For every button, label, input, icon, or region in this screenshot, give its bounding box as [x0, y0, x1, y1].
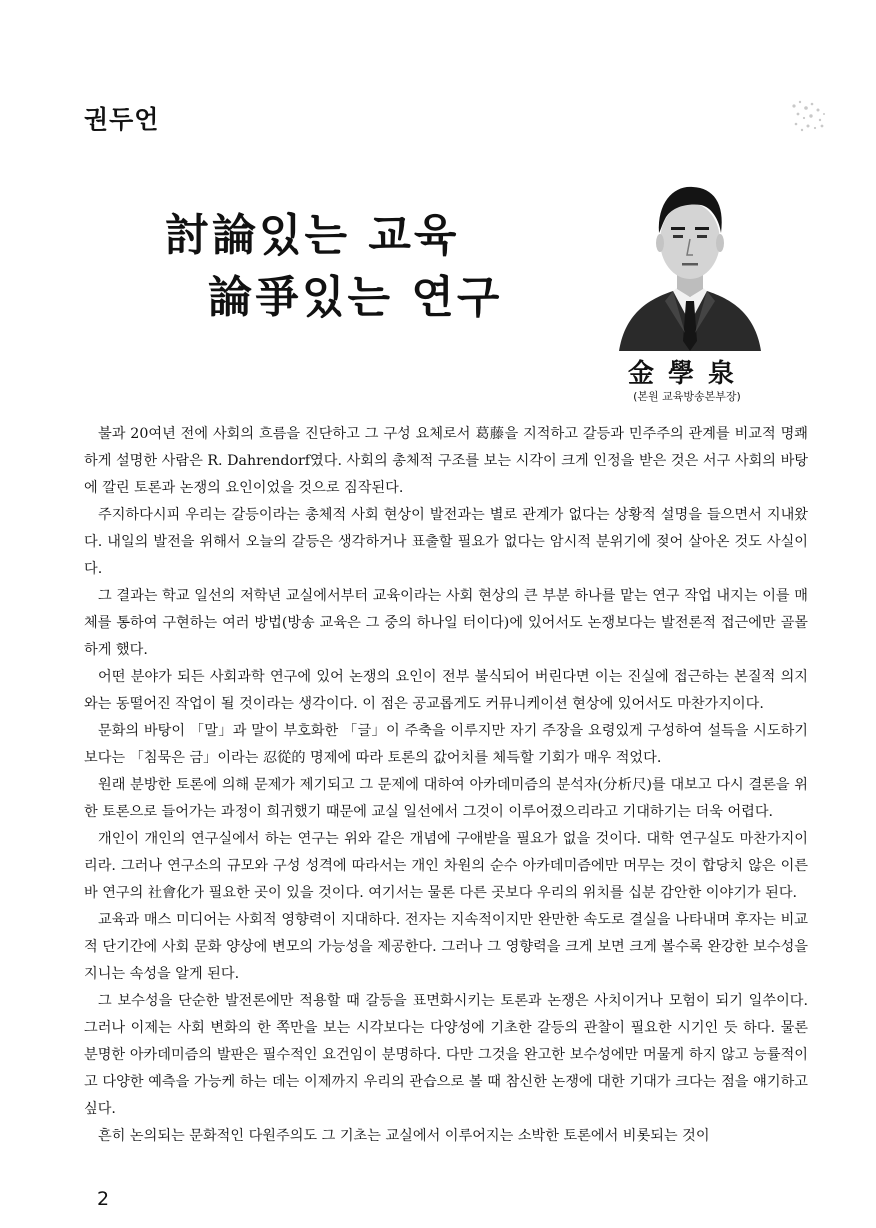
author-role: (본원 교육방송본부장) — [633, 390, 741, 403]
title-line-1: 討論있는 교육 — [165, 210, 460, 261]
paragraph: 흔히 논의되는 문화적인 다원주의도 그 기초는 교실에서 이루어지는 소박한 토론에서 비롯되는 것이 — [98, 1128, 710, 1144]
page-number: 2 — [97, 1188, 110, 1210]
paragraph: 교육과 매스 미디어는 사회적 영향력이 지대하다. 전자는 지속적이지만 완만한 속도로 결실을 나타내며 후자는 비교적 단기간에 사회 문화 양상에 변모의 가능성을 제공한다. 그러나 그 영향력을 크게 보면 크게 볼수록 완강한 보수성을 지니는 속성을 알게 된다. — [84, 912, 808, 982]
paragraph: 문화의 바탕이 「말」과 말이 부호화한 「글」이 주축을 이루지만 자기 주장을 요령있게 구성하여 설득을 시도하기보다는 「침묵은 금」이라는 忍從的 명제에 따라 토론의 값어치를 체득할 기회가 매우 적었다. — [84, 723, 808, 766]
corner-ornament — [784, 96, 832, 140]
paragraph: 어떤 분야가 되든 사회과학 연구에 있어 논쟁의 요인이 전부 불식되어 버린다면 이는 진실에 접근하는 본질적 의지와는 동떨어진 작업이 될 것이라는 생각이다. 이 점은 공교롭게도 커뮤니케이션 현상에 있어서도 마찬가지이다. — [84, 669, 808, 712]
author-name: 金學泉 — [628, 359, 749, 389]
author-portrait — [615, 173, 765, 351]
paragraph: 원래 분방한 토론에 의해 문제가 제기되고 그 문제에 대하여 아카데미즘의 분석자(分析尺)를 대보고 다시 결론을 위한 토론으로 들어가는 과정이 희귀했기 때문에 교실 일선에서 그것이 이루어졌으리라고 기대하기는 더욱 어렵다. — [84, 777, 808, 820]
article-body — [84, 421, 808, 1150]
paragraph: 불과 20여년 전에 사회의 흐름을 진단하고 그 구성 요체로서 葛藤을 지적하고 갈등과 민주주의 관계를 비교적 명쾌하게 설명한 사람은 R. Dahrendorf였다. 사회의 총체적 구조를 보는 시각이 크게 인정을 받은 것은 서구 사회의 바탕에 깔린 토론과 논쟁의 요인이었을 것으로 짐작된다. — [84, 426, 808, 496]
paragraph: 그 결과는 학교 일선의 저학년 교실에서부터 교육이라는 사회 현상의 큰 부분 하나를 맡는 연구 작업 내지는 이를 매체를 통하여 구현하는 여러 방법(방송 교육은 그 중의 하나일 터이다)에 있어서도 논쟁보다는 발전론적 접근에만 골몰하게 했다. — [84, 588, 808, 658]
paragraph: 주지하다시피 우리는 갈등이라는 총체적 사회 현상이 발전과는 별로 관계가 없다는 상황적 설명을 들으면서 지내왔다. 내일의 발전을 위해서 오늘의 갈등은 생각하거나 표출할 필요가 없다는 암시적 분위기에 젖어 살아온 것도 사실이다. — [84, 507, 808, 577]
paragraph: 개인이 개인의 연구실에서 하는 연구는 위와 같은 개념에 구애받을 필요가 없을 것이다. 대학 연구실도 마찬가지이리라. 그러나 연구소의 규모와 구성 성격에 따라서는 개인 차원의 순수 아카데미즘에만 머무는 것이 합당치 않은 이른바 연구의 社會化가 필요한 곳이 있을 것이다. 여기서는 물론 다른 곳보다 우리의 위치를 십분 감안한 이야기가 된다. — [84, 831, 808, 901]
section-label: 권두언 — [84, 105, 160, 134]
title-line-2: 論爭있는 연구 — [208, 272, 503, 323]
paragraph: 그 보수성을 단순한 발전론에만 적용할 때 갈등을 표면화시키는 토론과 논쟁은 사치이거나 모험이 되기 일쑤이다. 그러나 이제는 사회 변화의 한 쪽만을 보는 시각보다는 다양성에 기초한 갈등의 관찰이 필요한 시기인 듯 하다. 물론 분명한 아카데미즘의 발판은 필수적인 요건임이 분명하다. 다만 그것을 완고한 보수성에만 머물게 하지 않고 능률적이고 다양한 예측을 가능케 하는 데는 이제까지 우리의 관습으로 볼 때 참신한 논쟁에 대한 기대가 크다는 점을 얘기하고 싶다. — [84, 993, 808, 1117]
